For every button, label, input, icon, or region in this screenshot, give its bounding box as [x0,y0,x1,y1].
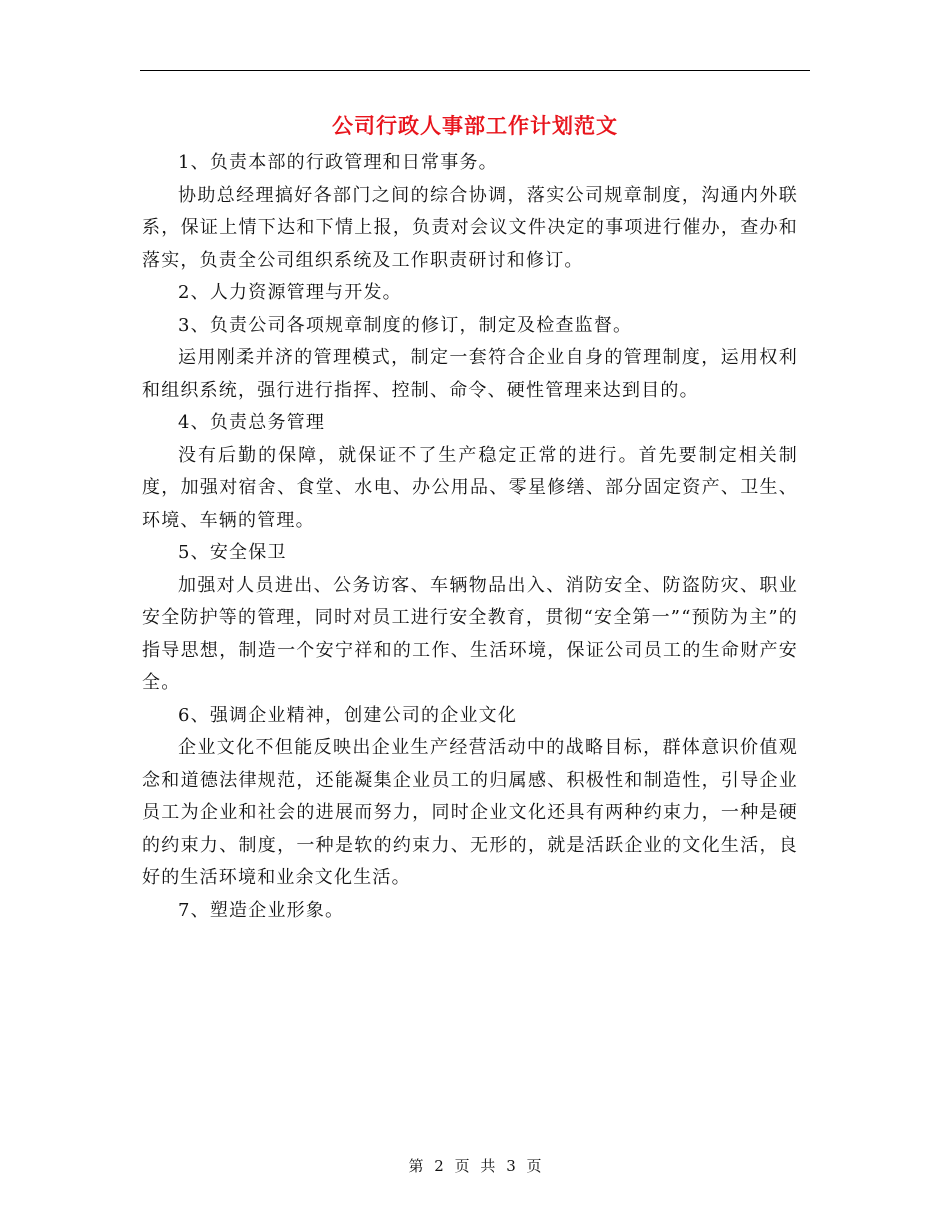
paragraph: 7、塑造企业形象。 [178,899,345,921]
paragraph: 没有后勤的保障，就保证不了生产稳定正常的进行。首先要制定相关制度，加强对宿舍、食堂、水电、办公用品、零星修缮、部分固定资产、卫生、环境、车辆的管理。 [142,444,798,531]
document-title: 公司行政人事部工作计划范文 [332,113,618,138]
page-footer [0,1155,950,1176]
paragraph: 运用刚柔并济的管理模式，制定一套符合企业自身的管理制度，运用权利和组织系统，强行进行指挥、控制、命令、硬性管理来达到目的。 [142,347,798,401]
total-suffix: 页 [526,1157,542,1175]
total-prefix: 共 [480,1157,496,1175]
header-rule [140,70,810,71]
paragraph: 2、人力资源管理与开发。 [178,282,402,303]
total-pages-number: 3 [506,1157,516,1175]
paragraph: 1、负责本部的行政管理和日常事务。 [178,152,498,173]
paragraph: 6、强调企业精神，创建公司的企业文化 [178,704,518,726]
current-page-number: 2 [434,1157,444,1175]
paragraph: 企业文化不但能反映出企业生产经营活动中的战略目标，群体意识价值观念和道德法律规范，还能凝集企业员工的归属感、积极性和制造性，引导企业员工为企业和社会的进展而努力，同时企业文化还具有两种约束力，一种是硬的约束力、制度，一种是软的约束力、无形的，就是活跃企业的文化生活，良好的生活环境和业余文化生活。 [142,737,798,888]
page-word: 页 [454,1157,470,1175]
document-body [142,147,798,927]
paragraph: 3、负责公司各项规章制度的修订，制定及检查监督。 [178,314,633,336]
paragraph: 协助总经理搞好各部门之间的综合协调，落实公司规章制度，沟通内外联系，保证上情下达和下情上报，负责对会议文件决定的事项进行催办，查办和落实，负责全公司组织系统及工作职责研讨和修订。 [142,184,798,271]
paragraph: 4、负责总务管理 [178,412,326,433]
paragraph: 5、安全保卫 [178,542,287,563]
paragraph: 加强对人员进出、公务访客、车辆物品出入、消防安全、防盗防灾、职业安全防护等的管理，同时对员工进行安全教育，贯彻“安全第一”“预防为主”的指导思想，制造一个安宁祥和的工作、生活环境，保证公司员工的生命财产安全。 [142,574,799,693]
page-prefix: 第 [408,1157,424,1175]
